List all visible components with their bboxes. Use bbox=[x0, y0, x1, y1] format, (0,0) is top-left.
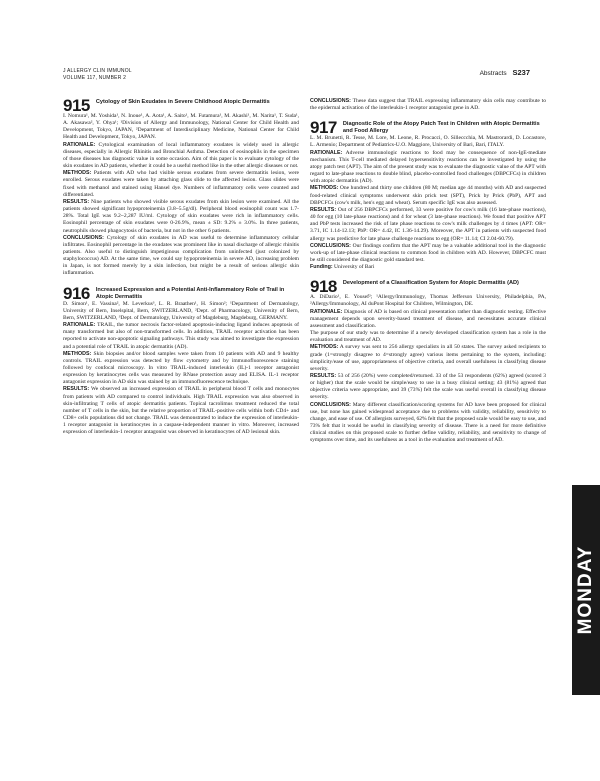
abstract-916-continued bbox=[310, 98, 546, 112]
abstract-title: Diagnostic Role of the Atopy Patch Test in Children with Atopic Dermatitis and Food Allergy bbox=[342, 121, 540, 135]
abstract-section bbox=[63, 142, 299, 171]
abstract-section bbox=[310, 243, 546, 264]
abstract-title: Development of a Classification System for Atopic Dermatitis (AD) bbox=[342, 280, 519, 287]
journal-name: J ALLERGY CLIN IMMUNOL bbox=[63, 68, 132, 74]
abstract-header bbox=[310, 118, 546, 138]
day-label: MONDAY bbox=[575, 545, 596, 635]
authors-text: D. Simon¹, E. Vassina², M. Leverkus³, L. R. Braathen¹, H. Simon²; ¹Department of Dermatology, University of Bern, Inselspital, Bern, SWITZERLAND, ²Dept. of Pharmacology, University of Bern, Bern, SWITZERLAND, ³Dept. of Dermatology, University of Magdeburg, Magdeburg, GERMANY. bbox=[63, 300, 299, 321]
section-label: METHODS: bbox=[63, 350, 92, 357]
abstract-916 bbox=[63, 283, 299, 437]
authors-text: I. Nomura¹, M. Yoshida¹, N. Inoue¹, A. Aota¹, A. Saito¹, M. Futamura¹, M. Akashi¹, M. Narita¹, T. Suda¹, A. Akasawa², Y. Ohya¹; ¹Division of Allergy and Immunology, National Center for Child Health and Development, Tokyo, JAPAN, ²Department of Interdisciplinary Medicine, National Center for Child Health and Development, Tokyo, JAPAN. bbox=[63, 113, 299, 141]
section-text: We observed an increased expression of TRAIL in peripheral blood T cells and monocytes from patients with AD compared to control individuals. High TRAIL expression was also observed in skin-infiltrating T cells of atopic dermatitis patients. Topical tacrolimus treatment reduced the total number of T cells in the skin, but the relative proportion of TRAIL-positive cells within both CD4+ and CD8+ cells populations did not change. TRAIL was demonstrated to induce the expression of interleukin-1 receptor antagonist in keratinocytes in a caspase-independent manner in vitro. Moreover, increased expression of interleukin-1 receptor antagonist was observed in keratinocytes of AD lesional skin. bbox=[63, 386, 299, 436]
section-text: TRAIL, the tumor necrosis factor-related apoptosis-inducing ligand induces apoptosis of many transformed but also of non-transformed cells. In addition, TRAIL receptor activation has been reported to activate non-apoptotic signaling pathways. This study was aimed to investigate the expression and a potential role of TRAIL in atopic dermatitis (AD). bbox=[63, 322, 299, 350]
abstract-section bbox=[63, 170, 299, 199]
section-text: A survey was sent to 256 allergy specialists in all 50 states. The survey asked recipients to grade (1=strongly disagree to 4=strongly agree) various items pertaining to the system, including: simplicity/ease of use, appropriateness of objective criteria, and overall usefulness in classifying disease severity. bbox=[310, 344, 546, 372]
abstract-body bbox=[310, 98, 546, 112]
section-text: Cytology of skin exudates in AD was useful to determine inflammatory cellular infiltrates. Eosinophil percentage in the exudates was prominent like in nasal discharge of allergic rhinitis patients. Also useful to distinguish impetiginous complication from uninfected (just colonized by staphylococcus) AD. At the same time, we could say hypoproteinemia in severe AD, increasing problem in Japan, is not formed merely by a skin infection, but might be a result of serious allergic skin inflammation. bbox=[63, 234, 299, 277]
section-text: The purpose of our study was to determine if a newly developed classification system has a role in the evaluation and treatment of AD. bbox=[310, 330, 546, 344]
section-label: RATIONALE: bbox=[310, 308, 343, 315]
section-text: University of Bari bbox=[334, 264, 375, 271]
abstract-number: 915 bbox=[63, 96, 90, 115]
section-text: Adverse immunologic reactions to food may be consequence of non-IgE-mediate mechanism. This T-cell mediated delayed hypersensitivity reactions can be investigated by using the atopy patch test (APT). The aim of the present study was to evaluate the diagnostic value of the APT with regard to late-phase reactions to double blind, placebo-controlled food challenges (DBPCFCs) in children with atopic dermatitis (AD). bbox=[310, 149, 546, 185]
abstract-section bbox=[310, 98, 546, 112]
abstract-number: 917 bbox=[310, 118, 337, 138]
section-label: RESULTS: bbox=[63, 386, 90, 393]
running-header-left bbox=[63, 68, 132, 82]
section-label: METHODS: bbox=[310, 344, 339, 351]
section-label: METHODS: bbox=[310, 185, 339, 192]
abstract-section bbox=[310, 309, 546, 330]
section-text: 53 of 256 (20%) were completed/returned. 33 of the 53 respondents (62%) agreed (scored 3 or higher) that the scale would be simple/easy to use in a busy clinical setting; 43 (81%) agreed that objective criteria were appropriate, and 39 (73%) felt the scale was useful overall in classifying disease severity. bbox=[310, 373, 546, 401]
abstract-body bbox=[310, 135, 546, 271]
section-text: Skin biopsies and/or blood samples were taken from 10 patients with AD and 9 healthy controls. TRAIL expression was detected by flow cytometry and by immunofluorescence staining followed by confocal microscopy. In vitro TRAIL-induced interleukin (IL)-1 receptor antagonist expression by keratinocytes cells was measured by RNase protection assay and ELISA. IL-1 receptor antagonist expression in AD skin was stained by an immunofluorescence technique. bbox=[63, 350, 299, 386]
authors-text: A. DiDario¹, E. Yousef²; ¹Allergy/Immunology, Thomas Jefferson University, Philadelphia, PA, ²Allergy/Immunology, AI duPont Hospital for Children, Wilmington, DE. bbox=[310, 294, 546, 308]
abstract-title: Cytology of Skin Exudates in Severe Childhood Atopic Dermatitis bbox=[95, 99, 270, 105]
abstract-915 bbox=[63, 98, 299, 278]
abstract-body bbox=[63, 113, 299, 278]
abstract-number: 918 bbox=[310, 277, 337, 297]
abstract-917 bbox=[310, 120, 546, 271]
section-text: Nine patients who showed visible serous exudates from skin lesion were examined. All the patients showed significant hypoproteinemia (3.8~5.5g/dl). Peripheral blood eosinophil count was 1.7-28%. Total IgE was 9.2~2,287 IU/ml. Cytology of skin exudates were rich in inflammatory cells. Eosinophil percentage of skin exudates were 0-26.9%, mean ± SD: 9.2% ± 3.0%. In three patients, neutrophils showed phagocytosis of bacteria, but not in the other 6 patients. bbox=[63, 198, 299, 234]
section-label: RESULTS: bbox=[63, 198, 90, 205]
section-label: CONCLUSIONS: bbox=[310, 242, 351, 249]
section-label: CONCLUSIONS: bbox=[310, 401, 351, 408]
section-text: Cytological examination of local inflammatory exudates is widely used in allergic diseases, especially in Allergic Rhinitis and Bronchial Asthma. Detection of eosinophils in the specimen of those diseases has diagnostic value in some occasion. Aim of this paper is to evaluate cytology of the skin exudates in AD patients, whether it could be a useful method like in the other allergic diseases or not. bbox=[63, 141, 299, 170]
section-text: Many different classification/scoring systems for AD have been proposed for clinical use, but none has gained widespread acceptance due to problems with validity, reliability, sensitivity to change, and ease of use. Of allergists surveyed, 62% felt that the proposed scale would be easy to use, and 73% felt that it would be useful in classifying severity of disease. There is a need for more definitive clinical studies on this proposed scale to further define validity, reliability, and sensitivity to change of symptoms over time, and its usefulness as a tool in the evaluation and treatment of AD. bbox=[310, 401, 546, 444]
section-label: CONCLUSIONS: bbox=[63, 234, 104, 241]
day-side-tab bbox=[572, 485, 600, 695]
abstract-authors bbox=[63, 301, 299, 322]
abstract-section bbox=[310, 264, 546, 271]
section-text: Diagnosis of AD is based on clinical presentation rather than diagnostic testing. Effective management depends upon severity-based treatment of disease, and necessitates accurate clinical assessment and classification. bbox=[310, 308, 546, 329]
abstract-header bbox=[63, 283, 299, 303]
abstract-section bbox=[310, 344, 546, 373]
abstract-body bbox=[310, 294, 546, 444]
section-label: CONCLUSIONS: bbox=[310, 98, 351, 104]
abstract-authors bbox=[63, 113, 299, 142]
journal-volume: VOLUME 117, NUMBER 2 bbox=[63, 75, 127, 81]
abstract-title: Increased Expression and a Potential Anti-Inflammatory Role of Trail in Atopic Dermatitis bbox=[95, 286, 285, 300]
abstract-section bbox=[310, 373, 546, 402]
section-text: Patients with AD who had visible serous exudates from severe dermatitis lesion, were enrolled. Serous exudates were taken by attaching glass slide to the affected lesion. Glass slides were fixed with methanol and stained using Hansel dye. Numbers of inflammatory cells were counted and differentiated. bbox=[63, 170, 300, 198]
abstract-body bbox=[63, 301, 299, 437]
section-text: One hundred and thirty one children (80 M; median age 44 months) with AD and suspected food-related clinical symptoms underwent skin prick test (SPT), Prick by Prick (PbP), APT and DBPCFCs (cow's milk, hen's egg and wheat). Serum specific IgE was also assessed. bbox=[310, 185, 547, 206]
section-label: RESULTS: bbox=[310, 373, 337, 379]
right-column bbox=[310, 98, 546, 453]
section-text: These data suggest that TRAIL expressing inflammatory skin cells may contribute to the epidermal activation of the interleukin-1 receptor antagonist gene in AD. bbox=[310, 98, 546, 112]
abstract-918 bbox=[310, 279, 546, 444]
abstract-section bbox=[63, 199, 299, 235]
abstract-authors bbox=[310, 294, 546, 308]
section-text: Our findings confirm that the APT may be a valuable additional tool in the diagnostic work-up of late-phase clinical reactions to common food in children with AD. However, DBPCFC must be still considered the diagnostic gold standard test. bbox=[310, 242, 546, 263]
authors-text: L. M. Brunetti, R. Tesse, M. Lore, M. Leone, R. Procacci, O. Silleccchia, M. Mastrorardi, D. Locastore, L. Armenio; Department of Pediatrics-U.O. Maggiore, University of Bari, Bari, ITALY. bbox=[310, 135, 546, 149]
section-label: RATIONALE: bbox=[63, 141, 96, 148]
abstract-section bbox=[310, 330, 546, 344]
abstract-number: 916 bbox=[63, 283, 90, 303]
abstract-section bbox=[310, 150, 546, 186]
section-name: Abstracts bbox=[479, 70, 507, 77]
abstract-section bbox=[63, 235, 299, 278]
page-number: S237 bbox=[512, 68, 530, 77]
abstract-header bbox=[310, 277, 546, 297]
abstract-section bbox=[63, 351, 299, 387]
section-label: RATIONALE: bbox=[310, 149, 343, 156]
abstract-section bbox=[310, 207, 546, 243]
abstract-section bbox=[310, 185, 546, 206]
abstract-header bbox=[63, 98, 299, 113]
abstract-section bbox=[63, 322, 299, 351]
section-label: METHODS: bbox=[63, 170, 92, 177]
abstract-authors bbox=[310, 135, 546, 149]
section-text: Out of 256 DBPCFCs performed, 33 were positive for cow's milk (16 late-phase reactions), 40 for egg (10 late-phase reactions) and 4 for wheat (3 late-phase reactions). We found that positive APT and PbP tests increased the risk of late phase reactions to cow's milk challenges by 4 times (APT: OR= 3.71, IC 1.14-12.13; PbP: OR= 4.42, IC 1.36-14.29). Moreover, the APT in patients with suspected food allergy was predictive for late phase challenge reactions to egg (OR= 11.14; CI 2.04-60.79). bbox=[310, 206, 546, 242]
running-header-right bbox=[480, 68, 530, 77]
abstract-section bbox=[63, 386, 299, 436]
section-label: RESULTS: bbox=[310, 206, 337, 213]
section-label: RATIONALE: bbox=[63, 322, 96, 329]
section-label: Funding: bbox=[310, 264, 333, 271]
left-column bbox=[63, 98, 299, 445]
abstract-section bbox=[310, 402, 546, 445]
